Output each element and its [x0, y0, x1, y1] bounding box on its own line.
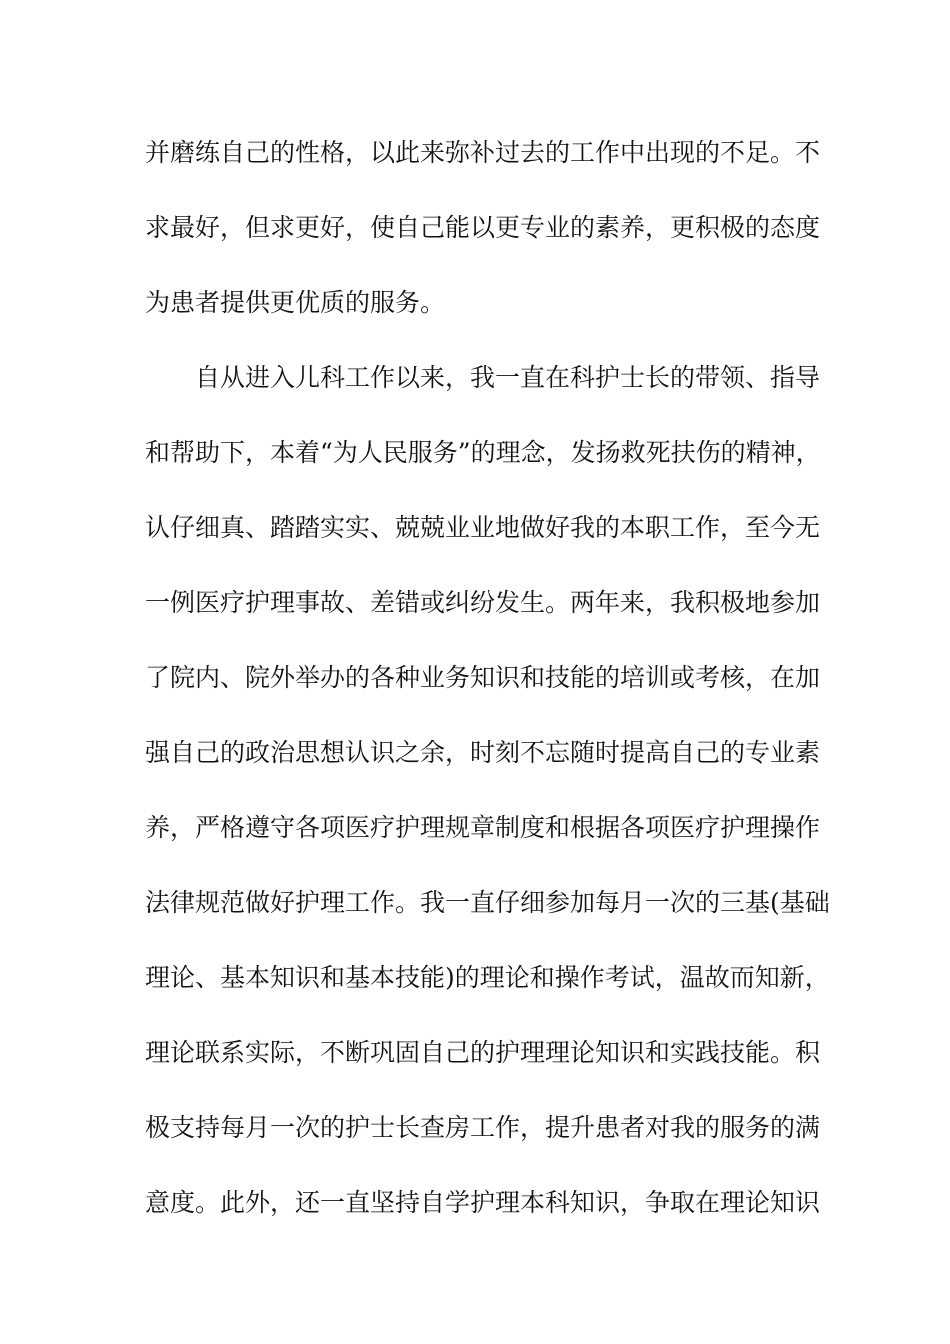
- text-line: 并磨练自己的性格，以此来弥补过去的工作中出现的不足。不: [145, 138, 821, 167]
- text-line: 和帮助下，本着“为人民服务”的理念，发扬救死扶伤的精神，: [145, 438, 821, 467]
- text-line: 求最好，但求更好，使自己能以更专业的素养，更积极的态度: [145, 213, 821, 242]
- text-line: 极支持每月一次的护士长查房工作，提升患者对我的服务的满: [145, 1113, 821, 1142]
- text-line: 了院内、院外举办的各种业务知识和技能的培训或考核，在加: [145, 663, 821, 692]
- text-line: 为患者提供更优质的服务。: [145, 288, 446, 317]
- text-line: 强自己的政治思想认识之余，时刻不忘随时提高自己的专业素: [145, 738, 821, 767]
- text-line: 认仔细真、踏踏实实、兢兢业业地做好我的本职工作，至今无: [145, 513, 821, 542]
- text-line: 理论、基本知识和基本技能)的理论和操作考试，温故而知新，: [145, 963, 830, 992]
- text-line: 意度。此外，还一直坚持自学护理本科知识，争取在理论知识: [145, 1188, 821, 1217]
- text-line: 养，严格遵守各项医疗护理规章制度和根据各项医疗护理操作: [145, 813, 821, 842]
- text-line: 理论联系实际，不断巩固自己的护理理论知识和实践技能。积: [145, 1038, 821, 1067]
- text-line: 法律规范做好护理工作。我一直仔细参加每月一次的三基(基础: [145, 888, 830, 917]
- body-text: [145, 125, 830, 1250]
- paragraph-first-line: 自从进入儿科工作以来，我一直在科护士长的带领、指导: [195, 363, 821, 392]
- text-line: 一例医疗护理事故、差错或纠纷发生。两年来，我积极地参加: [145, 588, 821, 617]
